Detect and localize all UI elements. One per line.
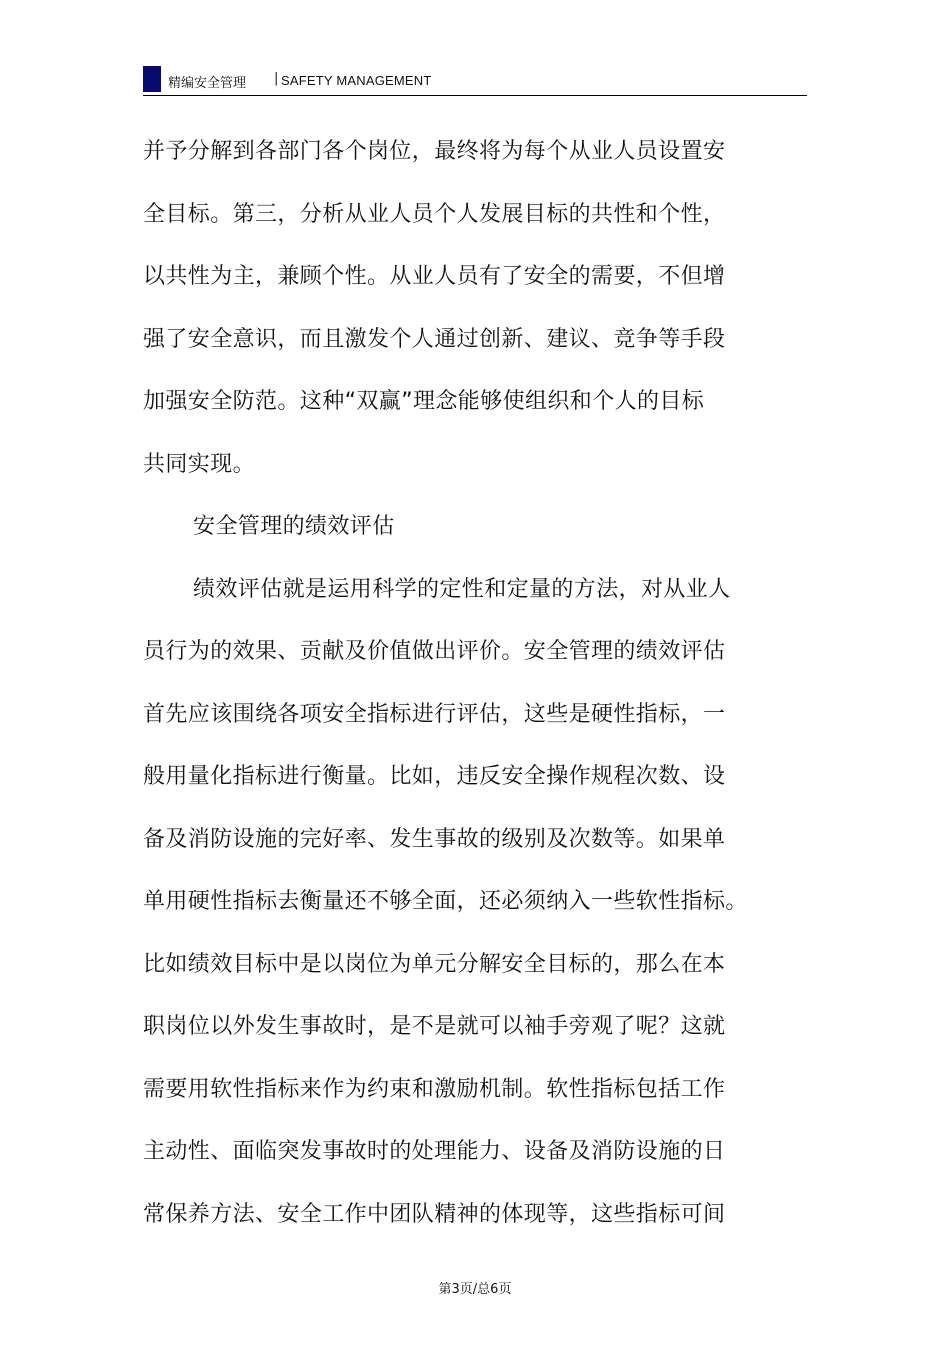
text-line: 加强安全防范。这种“双赢”理念能够使组织和个人的目标 xyxy=(143,389,705,414)
text-line: 需要用软性指标来作为约束和激励机制。软性指标包括工作 xyxy=(143,1077,726,1102)
header-title-cn: 精编安全管理 xyxy=(168,76,247,91)
text-line: 般用量化指标进行衡量。比如，违反安全操作规程次数、设 xyxy=(143,764,726,789)
text-line: 常保养方法、安全工作中团队精神的体现等，这些指标可间 xyxy=(143,1202,726,1227)
text-line: 绩效评估就是运用科学的定性和定量的方法，对从业人 xyxy=(193,577,731,602)
text-line: 以共性为主，兼顾个性。从业人员有了安全的需要，不但增 xyxy=(143,264,726,289)
text-line: 单用硬性指标去衡量还不够全面，还必须纳入一些软性指标。 xyxy=(143,889,748,914)
text-line: 职岗位以外发生事故时，是不是就可以袖手旁观了呢？这就 xyxy=(143,1014,726,1039)
text-line: 主动性、面临突发事故时的处理能力、设备及消防设施的日 xyxy=(143,1139,726,1164)
text-line: 员行为的效果、贡献及价值做出评价。安全管理的绩效评估 xyxy=(143,639,726,664)
header-title-en: SAFETY MANAGEMENT xyxy=(281,73,432,88)
page-number: 第3页/总6页 xyxy=(438,1282,512,1297)
text-line: 并予分解到各部门各个岗位，最终将为每个从业人员设置安 xyxy=(143,139,726,164)
text-line: 备及消防设施的完好率、发生事故的级别及次数等。如果单 xyxy=(143,827,726,852)
text-line: 共同实现。 xyxy=(143,452,256,477)
header-separator: | xyxy=(274,71,279,86)
logo-icon xyxy=(143,66,161,92)
section-heading: 安全管理的绩效评估 xyxy=(193,514,395,539)
text-line: 比如绩效目标中是以岗位为单元分解安全目标的，那么在本 xyxy=(143,952,726,977)
page-header xyxy=(143,66,807,96)
text-line: 强了安全意识，而且激发个人通过创新、建议、竞争等手段 xyxy=(143,327,726,352)
text-line: 首先应该围绕各项安全指标进行评估，这些是硬性指标，一 xyxy=(143,702,726,727)
text-line: 全目标。第三，分析从业人员个人发展目标的共性和个性， xyxy=(143,202,726,227)
header-divider xyxy=(143,95,807,96)
